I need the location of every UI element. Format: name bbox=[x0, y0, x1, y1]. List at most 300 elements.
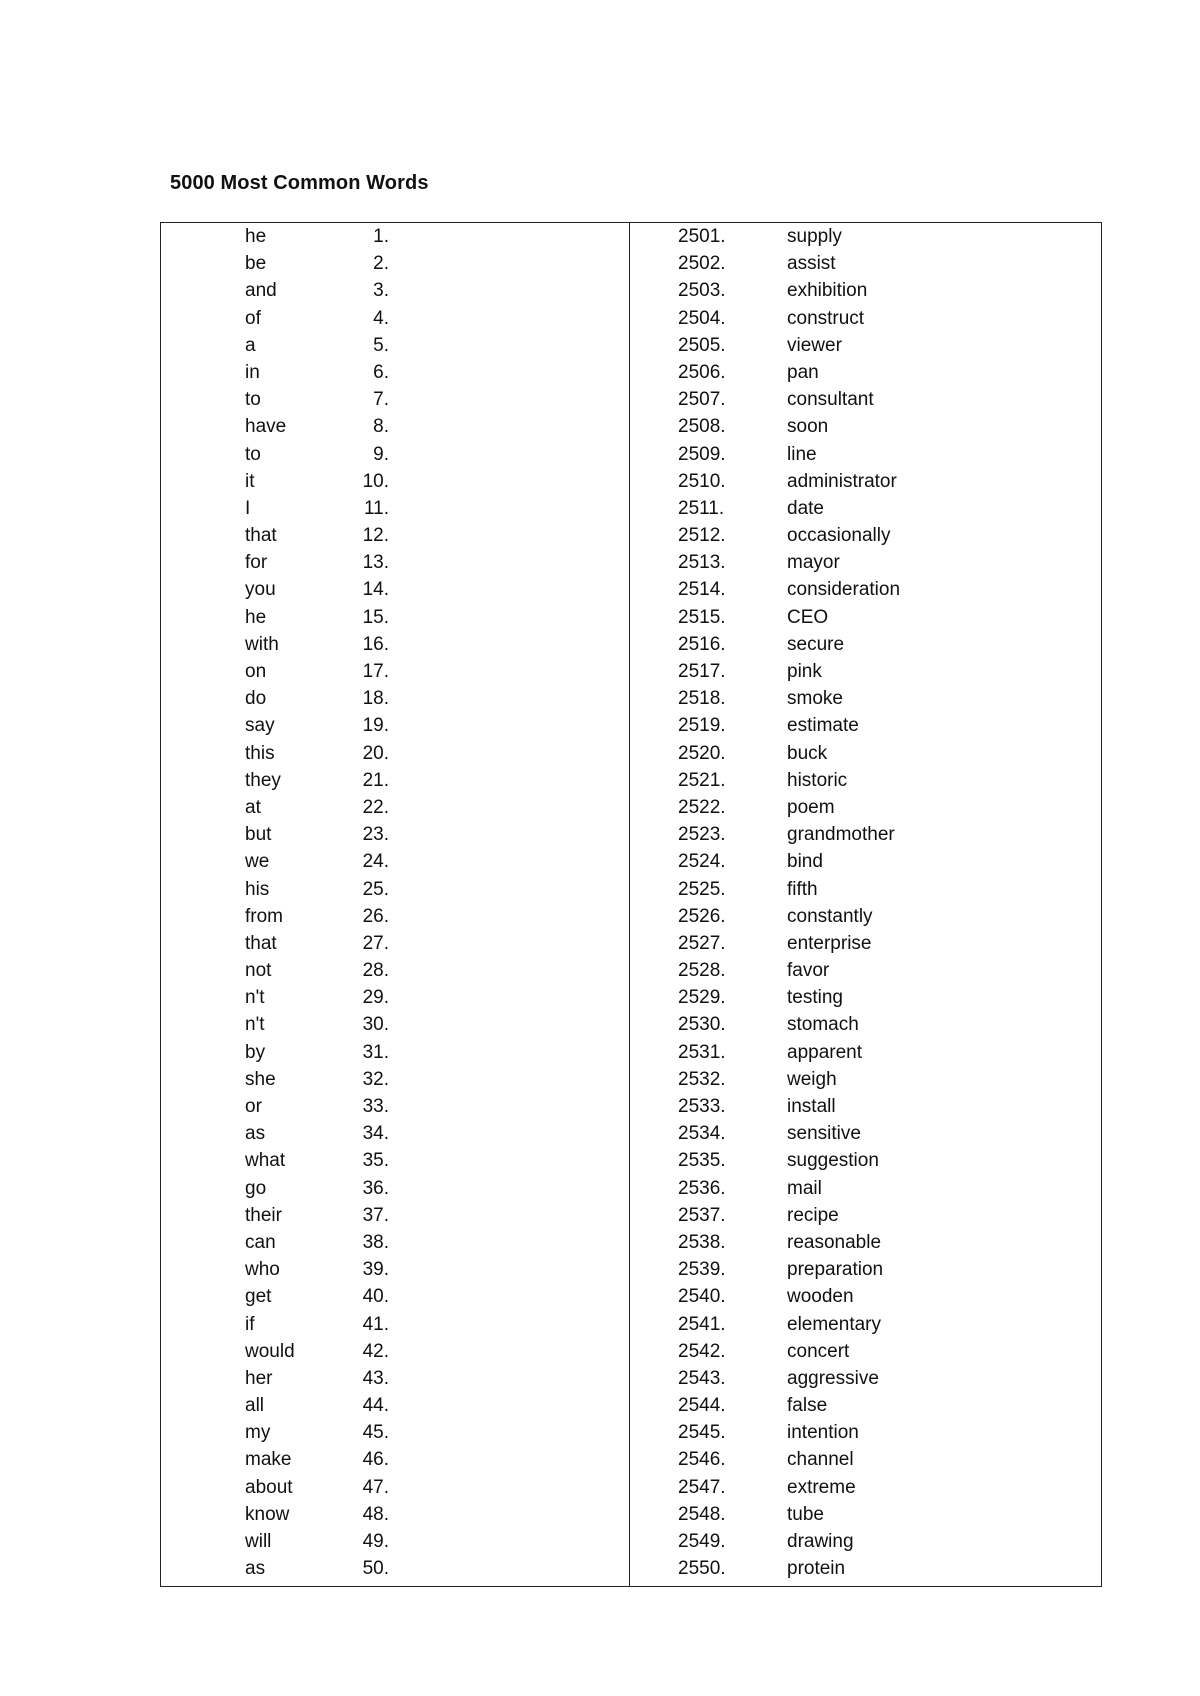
word-text: testing bbox=[787, 987, 843, 1009]
word-text: this bbox=[245, 742, 275, 764]
word-text: by bbox=[245, 1041, 266, 1063]
word-rank: 2535. bbox=[678, 1150, 726, 1172]
word-text: get bbox=[245, 1286, 272, 1308]
word-row bbox=[161, 1120, 629, 1147]
word-rank: 42. bbox=[362, 1340, 389, 1362]
word-rank: 41. bbox=[362, 1313, 389, 1335]
word-row bbox=[161, 1474, 629, 1501]
word-row bbox=[161, 1202, 629, 1229]
word-row bbox=[161, 277, 629, 304]
word-row bbox=[630, 1147, 1101, 1174]
word-rank: 2526. bbox=[678, 905, 726, 927]
word-rank: 14. bbox=[362, 579, 389, 601]
word-row bbox=[630, 1392, 1101, 1419]
word-text: my bbox=[245, 1422, 271, 1444]
word-row bbox=[630, 549, 1101, 576]
word-row bbox=[630, 903, 1101, 930]
word-rank: 33. bbox=[362, 1096, 389, 1117]
word-text: make bbox=[245, 1449, 292, 1471]
word-row bbox=[161, 903, 629, 930]
word-text: that bbox=[245, 932, 277, 954]
word-row bbox=[161, 250, 629, 277]
word-rank: 2522. bbox=[678, 796, 726, 818]
word-rank: 2510. bbox=[678, 470, 726, 492]
word-rank: 13. bbox=[362, 552, 389, 574]
word-row bbox=[161, 1066, 629, 1093]
word-row bbox=[161, 522, 629, 549]
word-text: tube bbox=[787, 1503, 824, 1525]
word-text: if bbox=[245, 1313, 255, 1335]
word-text: his bbox=[245, 878, 270, 900]
word-rank: 32. bbox=[362, 1068, 389, 1090]
word-rank: 2529. bbox=[678, 987, 726, 1009]
word-rank: 2538. bbox=[678, 1231, 726, 1253]
word-text: all bbox=[245, 1395, 265, 1417]
word-text: I bbox=[245, 497, 251, 519]
word-row bbox=[630, 1528, 1101, 1555]
word-rank: 2543. bbox=[678, 1367, 726, 1389]
word-rank: 31. bbox=[362, 1041, 389, 1063]
word-text: with bbox=[245, 633, 279, 655]
word-rank: 9. bbox=[373, 443, 389, 465]
word-row bbox=[630, 767, 1101, 794]
word-rank: 2518. bbox=[678, 688, 726, 710]
word-rank: 2531. bbox=[678, 1041, 726, 1063]
word-rank: 2527. bbox=[678, 932, 726, 954]
word-row bbox=[630, 1446, 1101, 1473]
word-row bbox=[630, 821, 1101, 848]
word-row bbox=[161, 1365, 629, 1392]
word-rank: 18. bbox=[362, 688, 389, 710]
word-row bbox=[630, 740, 1101, 767]
word-rank: 4. bbox=[373, 307, 389, 329]
word-text: grandmother bbox=[787, 824, 895, 846]
word-rank: 27. bbox=[362, 932, 389, 954]
word-text: for bbox=[245, 552, 268, 574]
word-rank: 2541. bbox=[678, 1313, 726, 1335]
word-row bbox=[161, 468, 629, 495]
word-text: line bbox=[787, 443, 817, 465]
word-text: we bbox=[245, 851, 270, 873]
word-rank: 5. bbox=[373, 334, 389, 356]
word-rank: 2502. bbox=[678, 253, 726, 275]
word-rank: 12. bbox=[362, 525, 389, 547]
word-text: viewer bbox=[787, 334, 842, 356]
word-rank: 2513. bbox=[678, 552, 726, 574]
word-text: wooden bbox=[787, 1286, 854, 1308]
word-text: go bbox=[245, 1177, 267, 1199]
word-text: CEO bbox=[787, 606, 829, 628]
word-row bbox=[161, 495, 629, 522]
word-rank: 16. bbox=[362, 633, 389, 655]
word-row bbox=[161, 576, 629, 603]
word-text: you bbox=[245, 579, 276, 601]
word-text: he bbox=[245, 226, 267, 247]
word-row bbox=[161, 685, 629, 712]
word-rank: 17. bbox=[362, 661, 389, 682]
word-rank: 2540. bbox=[678, 1286, 726, 1308]
word-rank: 8. bbox=[373, 416, 389, 438]
word-rank: 34. bbox=[362, 1123, 389, 1145]
word-text: but bbox=[245, 824, 272, 846]
word-text: be bbox=[245, 253, 267, 275]
word-text: pan bbox=[787, 361, 819, 383]
word-rank: 40. bbox=[362, 1286, 389, 1308]
word-row bbox=[630, 1283, 1101, 1310]
word-row bbox=[161, 767, 629, 794]
word-row bbox=[630, 957, 1101, 984]
word-rank: 25. bbox=[362, 878, 389, 900]
word-rank: 2550. bbox=[678, 1558, 726, 1580]
word-row bbox=[161, 359, 629, 386]
word-text: a bbox=[245, 334, 256, 356]
word-row bbox=[630, 631, 1101, 658]
word-rank: 2507. bbox=[678, 389, 726, 411]
word-row bbox=[161, 658, 629, 685]
word-row bbox=[161, 876, 629, 903]
word-text: apparent bbox=[787, 1041, 863, 1063]
word-rank: 36. bbox=[362, 1177, 389, 1199]
word-row bbox=[630, 522, 1101, 549]
word-rank: 39. bbox=[362, 1259, 389, 1281]
word-rank: 11. bbox=[363, 497, 389, 519]
word-text: can bbox=[245, 1231, 276, 1253]
word-row bbox=[630, 250, 1101, 277]
word-rank: 2515. bbox=[678, 606, 726, 628]
word-text: construct bbox=[787, 307, 865, 329]
word-rank: 19. bbox=[362, 715, 389, 737]
word-row bbox=[630, 604, 1101, 631]
word-text: smoke bbox=[787, 688, 843, 710]
word-row bbox=[630, 332, 1101, 359]
word-rank: 23. bbox=[362, 824, 389, 846]
word-text: fifth bbox=[787, 878, 818, 900]
word-text: favor bbox=[787, 960, 830, 982]
word-text: consideration bbox=[787, 579, 901, 601]
word-row bbox=[630, 441, 1101, 468]
word-rank: 2503. bbox=[678, 280, 726, 302]
word-text: know bbox=[245, 1503, 290, 1525]
word-text: secure bbox=[787, 633, 845, 655]
word-text: to bbox=[245, 389, 261, 411]
word-rank: 10. bbox=[362, 470, 389, 492]
word-text: her bbox=[245, 1367, 273, 1389]
word-row bbox=[161, 1039, 629, 1066]
word-text: consultant bbox=[787, 389, 874, 411]
word-rank: 2536. bbox=[678, 1177, 726, 1199]
word-text: poem bbox=[787, 796, 835, 818]
word-text: weigh bbox=[787, 1068, 837, 1090]
word-rank: 2549. bbox=[678, 1531, 726, 1552]
word-row bbox=[161, 848, 629, 875]
word-row bbox=[630, 359, 1101, 386]
page-title: 5000 Most Common Words bbox=[170, 172, 429, 194]
word-row bbox=[630, 1202, 1101, 1229]
word-row bbox=[161, 1338, 629, 1365]
word-row bbox=[161, 1446, 629, 1473]
word-text: pink bbox=[787, 661, 822, 682]
word-rank: 2542. bbox=[678, 1340, 726, 1362]
word-rank: 15. bbox=[362, 606, 389, 628]
word-row bbox=[161, 604, 629, 631]
word-row bbox=[161, 794, 629, 821]
word-rank: 2532. bbox=[678, 1068, 726, 1090]
word-rank: 2530. bbox=[678, 1014, 726, 1036]
word-row bbox=[161, 712, 629, 739]
word-row bbox=[630, 305, 1101, 332]
word-row bbox=[161, 223, 629, 250]
word-rank: 2512. bbox=[678, 525, 726, 547]
word-text: assist bbox=[787, 253, 836, 275]
word-text: protein bbox=[787, 1558, 846, 1580]
word-rank: 44. bbox=[362, 1395, 389, 1417]
word-text: channel bbox=[787, 1449, 854, 1471]
word-text: occasionally bbox=[787, 525, 891, 547]
word-text: will bbox=[245, 1531, 272, 1552]
word-row bbox=[630, 1093, 1101, 1120]
word-row bbox=[630, 495, 1101, 522]
word-text: exhibition bbox=[787, 280, 868, 302]
word-row bbox=[161, 1175, 629, 1202]
word-rank: 24. bbox=[362, 851, 389, 873]
word-rank: 2528. bbox=[678, 960, 726, 982]
word-text: date bbox=[787, 497, 824, 519]
word-row bbox=[630, 794, 1101, 821]
word-row bbox=[161, 930, 629, 957]
word-row bbox=[161, 984, 629, 1011]
word-text: intention bbox=[787, 1422, 859, 1444]
word-text: to bbox=[245, 443, 261, 465]
word-row bbox=[630, 223, 1101, 250]
word-rank: 47. bbox=[362, 1476, 389, 1498]
word-row bbox=[630, 1365, 1101, 1392]
word-text: about bbox=[245, 1476, 293, 1498]
word-row bbox=[161, 549, 629, 576]
word-rank: 2511. bbox=[678, 497, 725, 519]
word-text: on bbox=[245, 661, 267, 682]
word-row bbox=[630, 468, 1101, 495]
word-row bbox=[630, 277, 1101, 304]
word-rank: 2. bbox=[373, 253, 389, 275]
word-row bbox=[161, 1555, 629, 1582]
word-rank: 29. bbox=[362, 987, 389, 1009]
word-text: that bbox=[245, 525, 277, 547]
word-rank: 50. bbox=[362, 1558, 389, 1580]
word-row bbox=[161, 1093, 629, 1120]
word-rank: 2533. bbox=[678, 1096, 726, 1117]
word-rank: 2505. bbox=[678, 334, 726, 356]
word-row bbox=[630, 386, 1101, 413]
word-row bbox=[161, 1283, 629, 1310]
word-rank: 2517. bbox=[678, 661, 726, 682]
word-text: as bbox=[245, 1558, 266, 1580]
word-row bbox=[161, 631, 629, 658]
word-text: she bbox=[245, 1068, 276, 1090]
word-row bbox=[161, 1011, 629, 1038]
word-row bbox=[630, 1501, 1101, 1528]
word-text: enterprise bbox=[787, 932, 872, 954]
word-row bbox=[161, 413, 629, 440]
word-rank: 35. bbox=[362, 1150, 389, 1172]
word-rank: 26. bbox=[362, 905, 389, 927]
word-rank: 2506. bbox=[678, 361, 726, 383]
word-row bbox=[161, 821, 629, 848]
word-rank: 2546. bbox=[678, 1449, 726, 1471]
word-rank: 2534. bbox=[678, 1123, 726, 1145]
word-text: sensitive bbox=[787, 1123, 861, 1145]
word-rank: 2519. bbox=[678, 715, 726, 737]
word-text: soon bbox=[787, 416, 829, 438]
word-row bbox=[161, 305, 629, 332]
word-row bbox=[630, 1229, 1101, 1256]
word-rank: 45. bbox=[362, 1422, 389, 1444]
word-text: extreme bbox=[787, 1476, 856, 1498]
word-text: elementary bbox=[787, 1313, 881, 1335]
word-row bbox=[630, 848, 1101, 875]
word-row bbox=[630, 712, 1101, 739]
word-text: mail bbox=[787, 1177, 822, 1199]
word-text: buck bbox=[787, 742, 828, 764]
word-rank: 2523. bbox=[678, 824, 726, 846]
word-row bbox=[630, 413, 1101, 440]
word-row bbox=[630, 1120, 1101, 1147]
word-text: they bbox=[245, 769, 281, 791]
right-rows bbox=[630, 223, 1101, 1582]
word-text: stomach bbox=[787, 1014, 859, 1036]
word-rank: 2509. bbox=[678, 443, 726, 465]
word-row bbox=[630, 1011, 1101, 1038]
word-rank: 38. bbox=[362, 1231, 389, 1253]
word-rank: 1. bbox=[373, 226, 389, 247]
word-rank: 2545. bbox=[678, 1422, 726, 1444]
word-row bbox=[630, 1256, 1101, 1283]
word-rank: 43. bbox=[362, 1367, 389, 1389]
word-text: not bbox=[245, 960, 272, 982]
right-column bbox=[630, 223, 1101, 1586]
word-rank: 22. bbox=[362, 796, 389, 818]
word-row bbox=[630, 685, 1101, 712]
word-rank: 2525. bbox=[678, 878, 726, 900]
word-rank: 2516. bbox=[678, 633, 726, 655]
word-text: drawing bbox=[787, 1531, 854, 1552]
word-row bbox=[161, 1419, 629, 1446]
word-rank: 2508. bbox=[678, 416, 726, 438]
word-row bbox=[630, 1338, 1101, 1365]
word-table bbox=[160, 222, 1102, 1587]
word-text: would bbox=[245, 1340, 295, 1362]
word-rank: 6. bbox=[373, 361, 389, 383]
word-row bbox=[161, 386, 629, 413]
word-text: concert bbox=[787, 1340, 850, 1362]
word-text: as bbox=[245, 1123, 266, 1145]
left-rows bbox=[161, 223, 629, 1582]
word-rank: 2539. bbox=[678, 1259, 726, 1281]
word-row bbox=[630, 658, 1101, 685]
word-rank: 46. bbox=[362, 1449, 389, 1471]
word-rank: 2504. bbox=[678, 307, 726, 329]
word-text: false bbox=[787, 1395, 828, 1417]
word-text: recipe bbox=[787, 1204, 839, 1226]
word-row bbox=[630, 576, 1101, 603]
word-rank: 48. bbox=[362, 1503, 389, 1525]
word-text: install bbox=[787, 1096, 836, 1117]
word-text: who bbox=[245, 1259, 280, 1281]
word-row bbox=[161, 1229, 629, 1256]
word-rank: 2521. bbox=[678, 769, 726, 791]
word-row bbox=[161, 1501, 629, 1528]
word-text: and bbox=[245, 280, 277, 302]
word-row bbox=[161, 1528, 629, 1555]
word-text: reasonable bbox=[787, 1231, 882, 1253]
word-text: what bbox=[245, 1150, 286, 1172]
word-rank: 2537. bbox=[678, 1204, 726, 1226]
word-rank: 49. bbox=[362, 1531, 389, 1552]
word-text: supply bbox=[787, 226, 842, 247]
word-rank: 7. bbox=[373, 389, 389, 411]
word-row bbox=[630, 984, 1101, 1011]
word-text: suggestion bbox=[787, 1150, 879, 1172]
word-text: administrator bbox=[787, 470, 897, 492]
word-rank: 37. bbox=[362, 1204, 389, 1226]
word-text: constantly bbox=[787, 905, 873, 927]
word-rank: 21. bbox=[362, 769, 389, 791]
word-text: he bbox=[245, 606, 267, 628]
word-text: bind bbox=[787, 851, 823, 873]
word-rank: 2501. bbox=[678, 226, 726, 247]
word-row bbox=[630, 1419, 1101, 1446]
word-rank: 2544. bbox=[678, 1395, 726, 1417]
word-row bbox=[161, 441, 629, 468]
word-text: it bbox=[245, 470, 255, 492]
word-rank: 2547. bbox=[678, 1476, 726, 1498]
left-column bbox=[161, 223, 630, 1586]
word-text: mayor bbox=[787, 552, 840, 574]
word-row bbox=[630, 1555, 1101, 1582]
word-text: their bbox=[245, 1204, 282, 1226]
word-rank: 2514. bbox=[678, 579, 726, 601]
word-row bbox=[161, 1392, 629, 1419]
word-text: do bbox=[245, 688, 267, 710]
word-rank: 2548. bbox=[678, 1503, 726, 1525]
word-rank: 28. bbox=[362, 960, 389, 982]
word-text: aggressive bbox=[787, 1367, 879, 1389]
word-rank: 2524. bbox=[678, 851, 726, 873]
word-row bbox=[161, 1147, 629, 1174]
word-row bbox=[161, 740, 629, 767]
word-row bbox=[161, 1311, 629, 1338]
word-text: in bbox=[245, 361, 260, 383]
word-row bbox=[161, 957, 629, 984]
word-text: n't bbox=[245, 987, 265, 1009]
word-row bbox=[630, 930, 1101, 957]
word-text: say bbox=[245, 715, 275, 737]
word-row bbox=[630, 876, 1101, 903]
word-row bbox=[630, 1311, 1101, 1338]
word-text: estimate bbox=[787, 715, 859, 737]
word-rank: 30. bbox=[362, 1014, 389, 1036]
word-text: n't bbox=[245, 1014, 265, 1036]
word-row bbox=[630, 1474, 1101, 1501]
word-rank: 20. bbox=[362, 742, 389, 764]
word-text: of bbox=[245, 307, 261, 329]
word-rank: 3. bbox=[373, 280, 389, 302]
word-row bbox=[161, 332, 629, 359]
word-text: historic bbox=[787, 769, 848, 791]
word-row bbox=[161, 1256, 629, 1283]
word-text: from bbox=[245, 905, 283, 927]
word-row bbox=[630, 1039, 1101, 1066]
word-row bbox=[630, 1066, 1101, 1093]
